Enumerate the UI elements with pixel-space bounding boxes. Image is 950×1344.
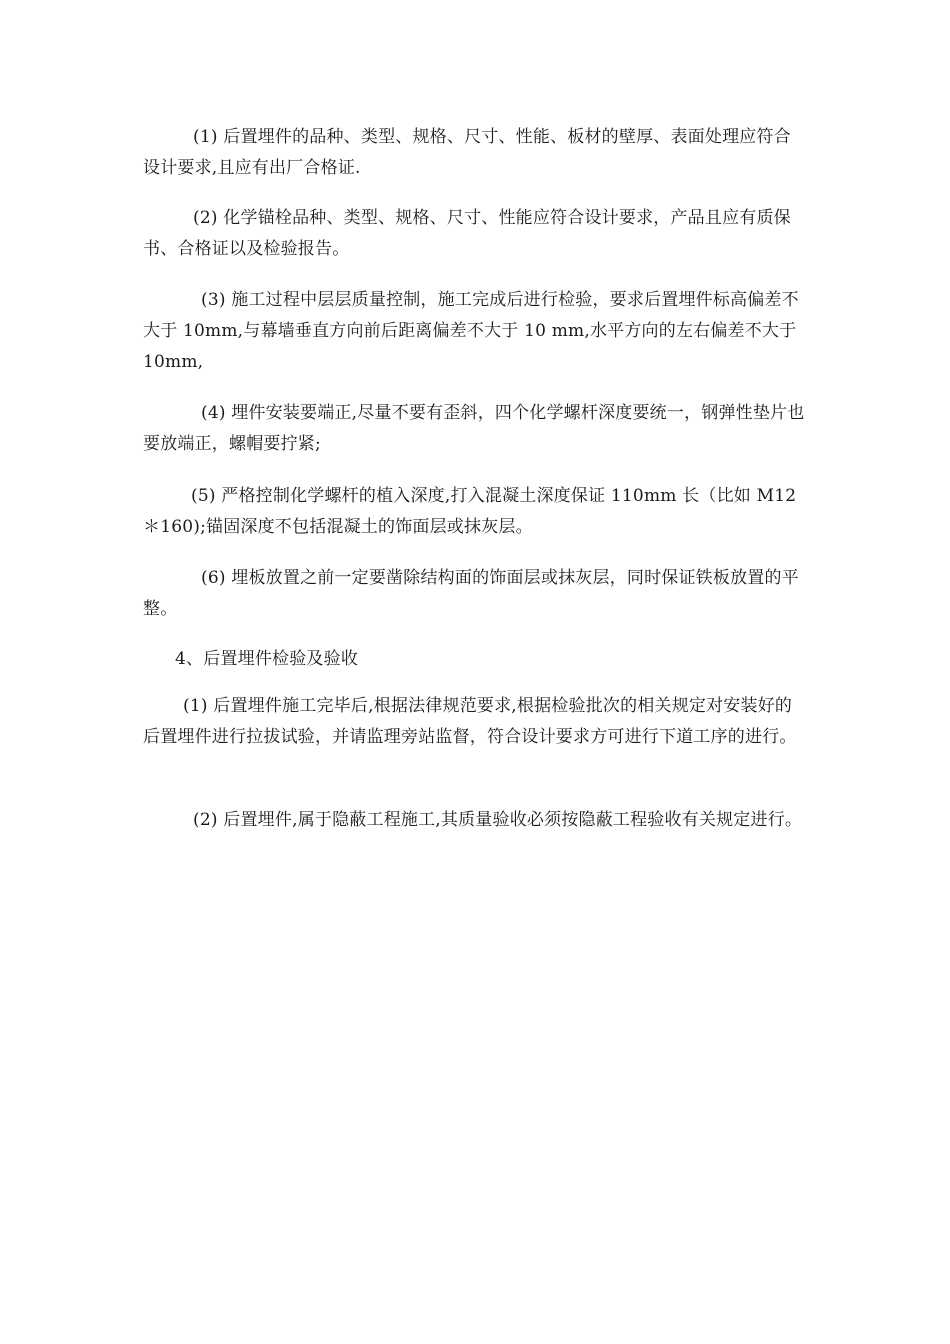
paragraph-item-5: (5) 严格控制化学螺杆的植入深度,打入混凝土深度保证 110mm 长（比如 M12＊160);锚固深度不包括混凝土的饰面层或抹灰层。 xyxy=(143,486,797,537)
paragraph-item-2: (2) 化学锚栓品种、类型、规格、尺寸、性能应符合设计要求，产品且应有质保书、合格证以及检验报告。 xyxy=(143,208,791,259)
paragraph-item-1: (1) 后置埋件的品种、类型、规格、尺寸、性能、板材的壁厚、表面处理应符合设计要求,且应有出厂合格证. xyxy=(143,127,791,178)
section-heading: 4、后置埋件检验及验收 xyxy=(175,649,359,669)
acceptance-item-2: (2) 后置埋件,属于隐蔽工程施工,其质量验收必须按隐蔽工程验收有关规定进行。 xyxy=(193,810,803,830)
paragraph-item-4: (4) 埋件安装要端正,尽量不要有歪斜，四个化学螺杆深度要统一，钢弹性垫片也要放端正，螺帽要拧紧; xyxy=(143,403,805,454)
paragraph-item-6: (6) 埋板放置之前一定要凿除结构面的饰面层或抹灰层，同时保证铁板放置的平整。 xyxy=(143,568,799,619)
paragraph-item-3: (3) 施工过程中层层质量控制，施工完成后进行检验，要求后置埋件标高偏差不大于 10mm,与幕墙垂直方向前后距离偏差不大于 10 mm,水平方向的左右偏差不大于 10mm, xyxy=(143,290,799,372)
acceptance-item-1: (1) 后置埋件施工完毕后,根据法律规范要求,根据检验批次的相关规定对安装好的后置埋件进行拉拔试验，并请监理旁站监督，符合设计要求方可进行下道工序的进行。 xyxy=(143,696,797,747)
